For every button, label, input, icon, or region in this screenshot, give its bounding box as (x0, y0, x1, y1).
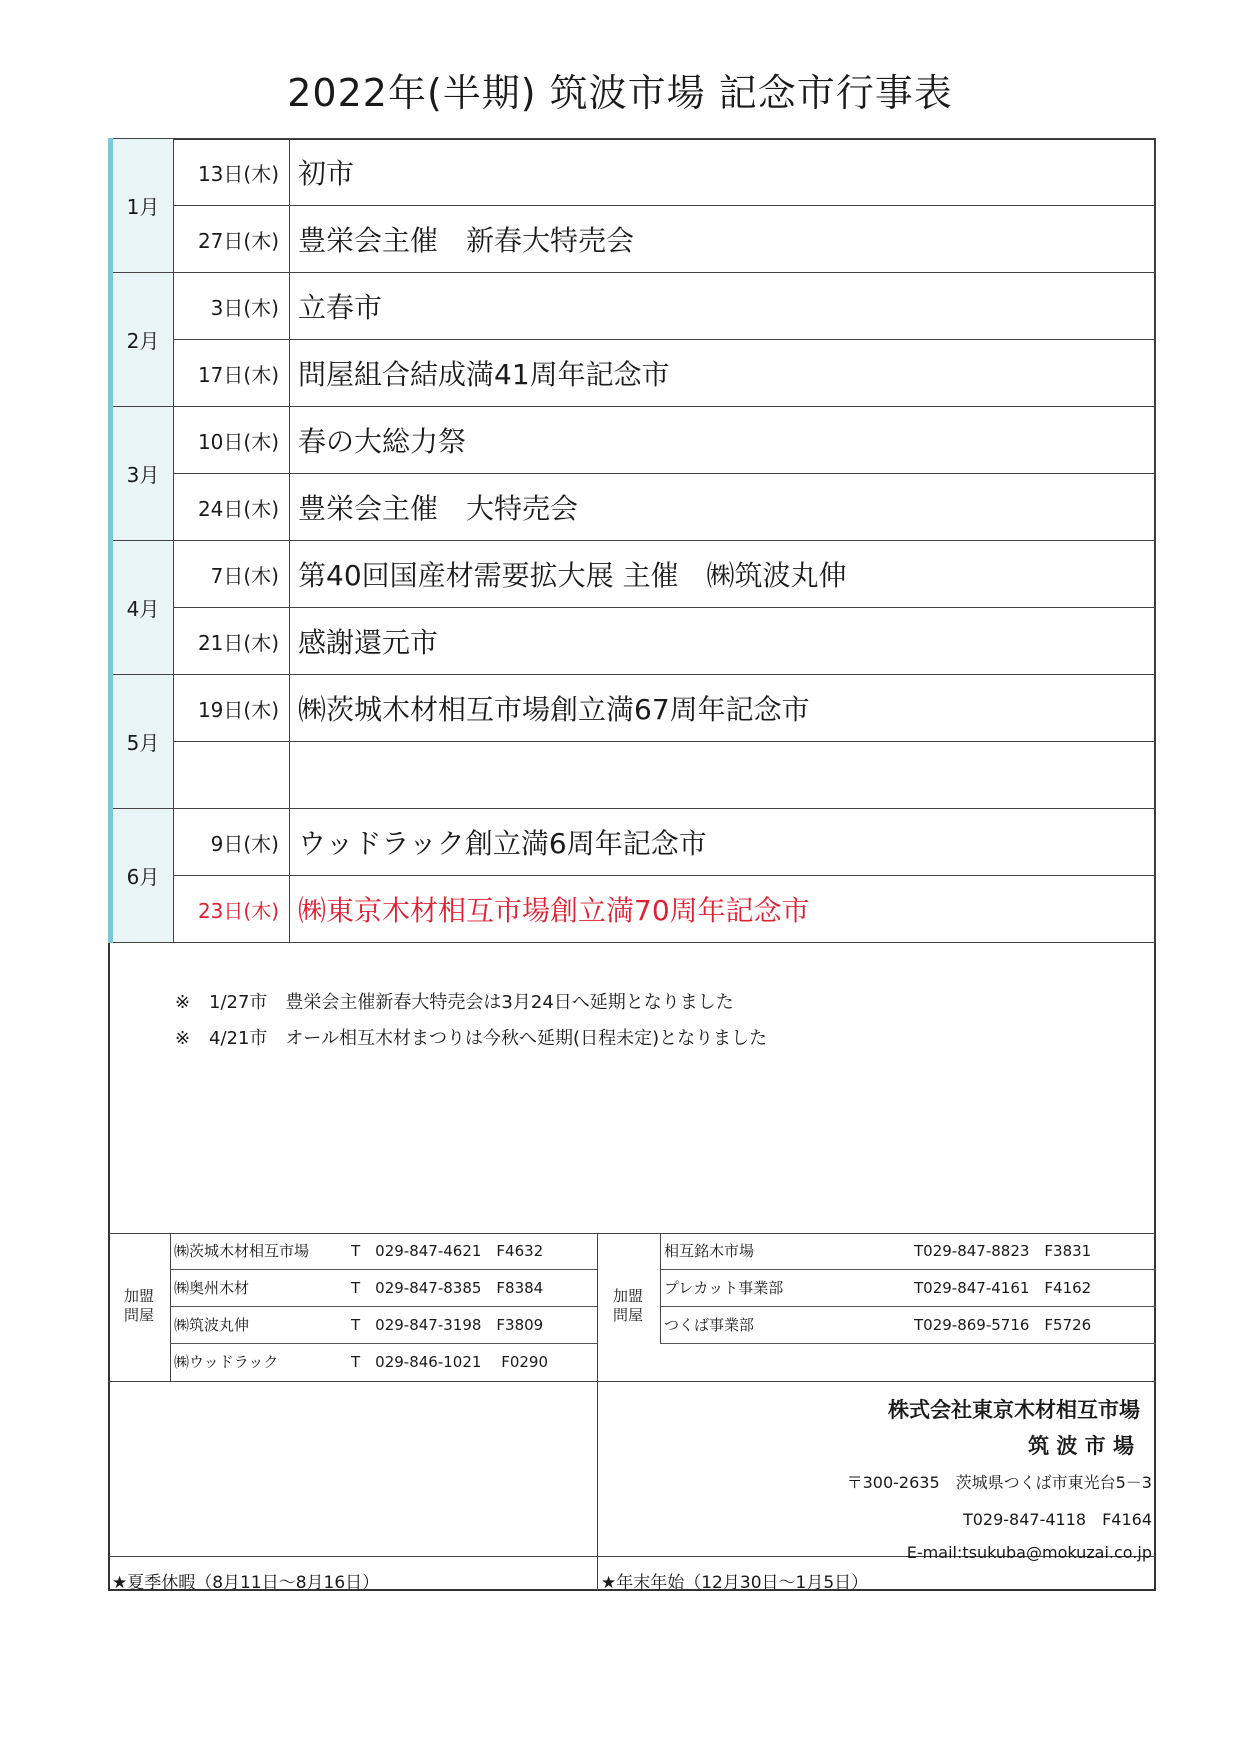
table-row (111, 541, 1156, 608)
member-name: ㈱奥州木材 (174, 1279, 250, 1297)
date-cell: 17日(木) (174, 340, 290, 407)
page-title: 2022年(半期) 筑波市場 記念市行事表 (287, 71, 953, 115)
table-row (111, 273, 1156, 340)
company-name: 株式会社東京木材相互市場 (888, 1398, 1140, 1422)
divider (597, 1233, 598, 1591)
table-row (111, 608, 1156, 675)
summer-holiday: ★夏季休暇（8月11日～8月16日） (112, 1573, 380, 1593)
event-cell: 初市 (290, 139, 1156, 206)
date-cell: 24日(木) (174, 474, 290, 541)
note-item (175, 1021, 767, 1057)
member-name: ㈱茨城木材相互市場 (174, 1242, 310, 1260)
date-cell-empty (174, 742, 290, 809)
notes (175, 985, 767, 1057)
member-tel: T029-847-4161 F4162 (914, 1279, 1092, 1297)
event-cell: 豊栄会主催 大特売会 (290, 474, 1156, 541)
list-item (170, 1344, 597, 1381)
company-address: 〒300-2635 茨城県つくば市東光台5－3 (846, 1473, 1152, 1492)
member-name: プレカット事業部 (664, 1279, 784, 1297)
member-tel: T 029-847-3198 F3809 (351, 1316, 544, 1334)
event-cell: ウッドラック創立満6周年記念市 (290, 809, 1156, 876)
table-row (111, 407, 1156, 474)
table-row (111, 809, 1156, 876)
note-item (175, 985, 767, 1021)
company-phone: T029-847-4118 F4164 (962, 1510, 1152, 1529)
date-cell: 27日(木) (174, 206, 290, 273)
date-cell: 9日(木) (174, 809, 290, 876)
list-item (170, 1307, 597, 1344)
company-branch: 筑 波 市 場 (1028, 1434, 1134, 1458)
date-cell: 7日(木) (174, 541, 290, 608)
date-cell: 13日(木) (174, 139, 290, 206)
list-item (660, 1307, 1156, 1344)
date-cell: 19日(木) (174, 675, 290, 742)
event-cell: 第40回国産材需要拡大展 主催 ㈱筑波丸伸 (290, 541, 1156, 608)
table-row (111, 474, 1156, 541)
schedule-table (108, 138, 1156, 943)
member-tel: T029-847-8823 F3831 (914, 1242, 1092, 1260)
month-cell-feb: 2月 (111, 273, 174, 407)
members-right-label: 加盟 問屋 (612, 1287, 643, 1324)
event-cell: 感謝還元市 (290, 608, 1156, 675)
members-left-label: 加盟 問屋 (123, 1287, 154, 1324)
divider (108, 1381, 1156, 1382)
member-name: 相互銘木市場 (664, 1242, 755, 1260)
note-text: 4/21市 オール相互木材まつりは今秋へ延期(日程未定)となりました (209, 1028, 768, 1049)
table-row (111, 206, 1156, 273)
list-item (170, 1233, 597, 1270)
month-cell-may: 5月 (111, 675, 174, 809)
member-tel: T029-869-5716 F5726 (914, 1316, 1092, 1334)
event-cell: 立春市 (290, 273, 1156, 340)
member-name: つくば事業部 (664, 1316, 755, 1334)
event-cell-highlight: ㈱東京木材相互市場創立満70周年記念市 (290, 876, 1156, 943)
month-cell-jan: 1月 (111, 139, 174, 273)
list-item (170, 1270, 597, 1307)
member-tel: T 029-847-4621 F4632 (351, 1242, 544, 1260)
table-row (111, 675, 1156, 742)
date-cell-highlight: 23日(木) (174, 876, 290, 943)
table-row (111, 876, 1156, 943)
event-cell: 問屋組合結成満41周年記念市 (290, 340, 1156, 407)
table-row (111, 340, 1156, 407)
event-cell: 春の大総力祭 (290, 407, 1156, 474)
table-row (111, 139, 1156, 206)
member-tel: T 029-846-1021 F0290 (351, 1353, 548, 1371)
list-item (660, 1270, 1156, 1307)
list-item (660, 1233, 1156, 1270)
event-cell-empty (290, 742, 1156, 809)
month-cell-mar: 3月 (111, 407, 174, 541)
note-mark: ※ (175, 1028, 191, 1049)
member-name: ㈱ウッドラック (174, 1353, 279, 1371)
month-cell-jun: 6月 (111, 809, 174, 943)
date-cell: 3日(木) (174, 273, 290, 340)
date-cell: 21日(木) (174, 608, 290, 675)
note-text: 1/27市 豊栄会主催新春大特売会は3月24日へ延期となりました (209, 992, 734, 1013)
member-tel: T 029-847-8385 F8384 (351, 1279, 544, 1297)
member-name: ㈱筑波丸伸 (174, 1316, 250, 1334)
note-mark: ※ (175, 992, 191, 1013)
table-row (111, 742, 1156, 809)
date-cell: 10日(木) (174, 407, 290, 474)
newyear-holiday: ★年末年始（12月30日～1月5日） (601, 1573, 869, 1593)
event-cell: 豊栄会主催 新春大特売会 (290, 206, 1156, 273)
company-email: E-mail:tsukuba@mokuzai.co.jp (906, 1543, 1152, 1562)
month-cell-apr: 4月 (111, 541, 174, 675)
event-cell: ㈱茨城木材相互市場創立満67周年記念市 (290, 675, 1156, 742)
